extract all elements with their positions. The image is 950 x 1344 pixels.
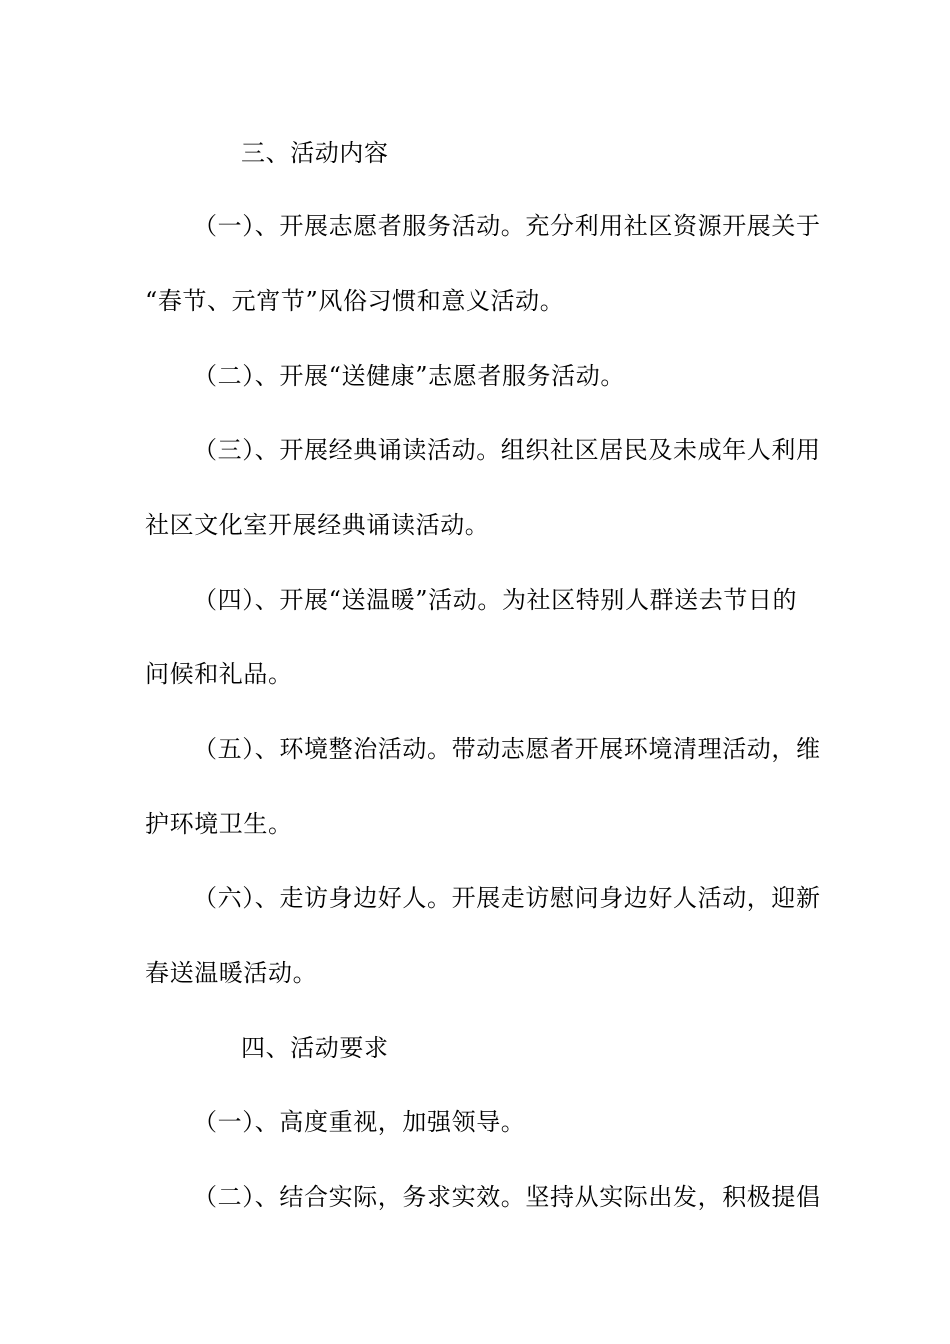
paragraph-line: （六）、走访身边好人。开展走访慰问身边好人活动，迎新 (193, 884, 821, 912)
paragraph-line: （四）、开展“送温暖”活动。为社区特别人群送去节日的 (193, 586, 798, 614)
paragraph-line: （五）、环境整治活动。带动志愿者开展环境清理活动，维 (193, 735, 821, 763)
section-heading-activity-requirements: 四、活动要求 (241, 1034, 389, 1062)
paragraph-line: 问候和礼品。 (145, 660, 293, 688)
paragraph-line: （一）、开展志愿者服务活动。充分利用社区资源开展关于 (193, 212, 821, 240)
section-heading-activity-content: 三、活动内容 (241, 139, 389, 167)
paragraph-line: 社区文化室开展经典诵读活动。 (145, 511, 490, 539)
paragraph-line: （二）、结合实际，务求实效。坚持从实际出发，积极提倡 (193, 1183, 821, 1211)
paragraph-line: （二）、开展“送健康”志愿者服务活动。 (193, 362, 625, 390)
paragraph-line: “春节、元宵节”风俗习惯和意义活动。 (145, 287, 565, 315)
paragraph-line: （一）、高度重视，加强领导。 (193, 1108, 526, 1136)
paragraph-line: 春送温暖活动。 (145, 959, 318, 987)
paragraph-line: 护环境卫生。 (145, 810, 293, 838)
paragraph-line: （三）、开展经典诵读活动。组织社区居民及未成年人利用 (193, 436, 821, 464)
